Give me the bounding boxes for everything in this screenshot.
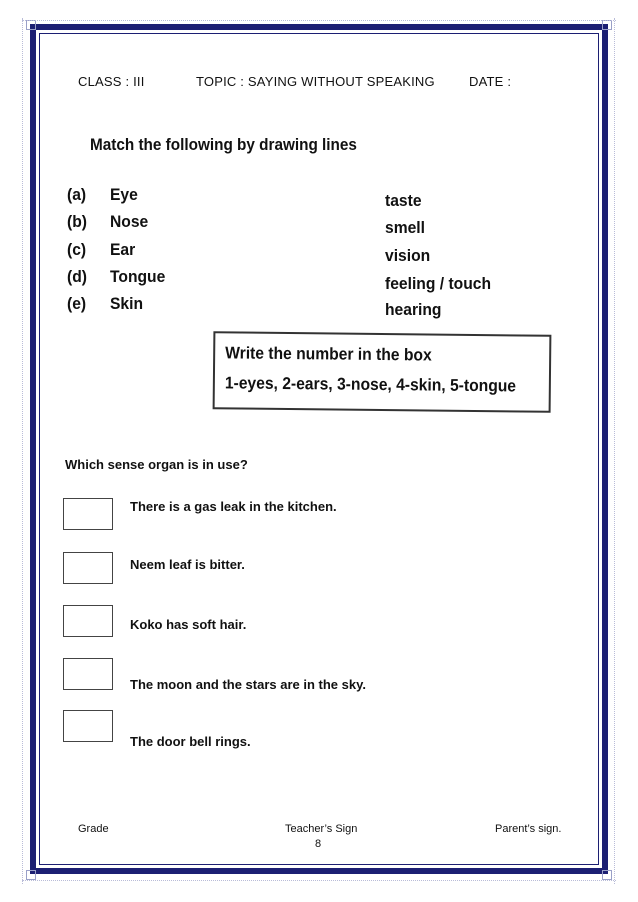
dotted-border (22, 880, 616, 882)
question-text: There is a gas leak in the kitchen. (130, 499, 337, 514)
instruction-line: 1-eyes, 2-ears, 3-nose, 4-skin, 5-tongue (224, 373, 517, 396)
answer-box[interactable] (63, 658, 113, 690)
sense-option: vision (385, 246, 431, 265)
dotted-border (614, 18, 616, 884)
item-word: Tongue (110, 267, 166, 286)
sense-option: smell (385, 218, 426, 237)
sense-option: taste (385, 191, 422, 210)
teacher-sign-label: Teacher’s Sign (285, 823, 358, 835)
dotted-border (22, 20, 616, 22)
sense-option: hearing (385, 300, 442, 319)
sense-option: feeling / touch (385, 274, 492, 293)
matching-title: Match the following by drawing lines (90, 135, 357, 154)
item-letter: (c) (67, 240, 87, 259)
question-text: The door bell rings. (130, 734, 251, 749)
page-number: 8 (315, 838, 322, 850)
answer-box[interactable] (63, 710, 113, 742)
dotted-border (22, 18, 24, 884)
question-text: Neem leaf is bitter. (130, 557, 245, 572)
topic-label: TOPIC : SAYING WITHOUT SPEAKING (196, 74, 435, 89)
item-letter: (d) (67, 267, 87, 286)
item-word: Skin (110, 294, 144, 313)
page-border-inner (39, 33, 599, 865)
corner-ornament (602, 870, 612, 880)
date-label: DATE : (469, 74, 512, 89)
item-word: Eye (110, 185, 138, 204)
item-letter: (b) (67, 212, 87, 231)
item-letter: (e) (67, 294, 87, 313)
corner-ornament (26, 870, 36, 880)
item-word: Nose (110, 212, 149, 231)
grade-label: Grade (78, 823, 109, 835)
item-word: Ear (110, 240, 136, 259)
question-text: Koko has soft hair. (130, 617, 247, 632)
instruction-line: Write the number in the box (225, 343, 432, 365)
question-text: The moon and the stars are in the sky. (130, 677, 366, 692)
answer-box[interactable] (63, 498, 113, 530)
parent-sign-label: Parent’s sign. (495, 823, 562, 835)
answer-box[interactable] (63, 552, 113, 584)
answer-box[interactable] (63, 605, 113, 637)
class-label: CLASS : III (78, 74, 145, 89)
section-title: Which sense organ is in use? (65, 457, 248, 472)
instruction-box (213, 331, 552, 413)
item-letter: (a) (67, 185, 87, 204)
